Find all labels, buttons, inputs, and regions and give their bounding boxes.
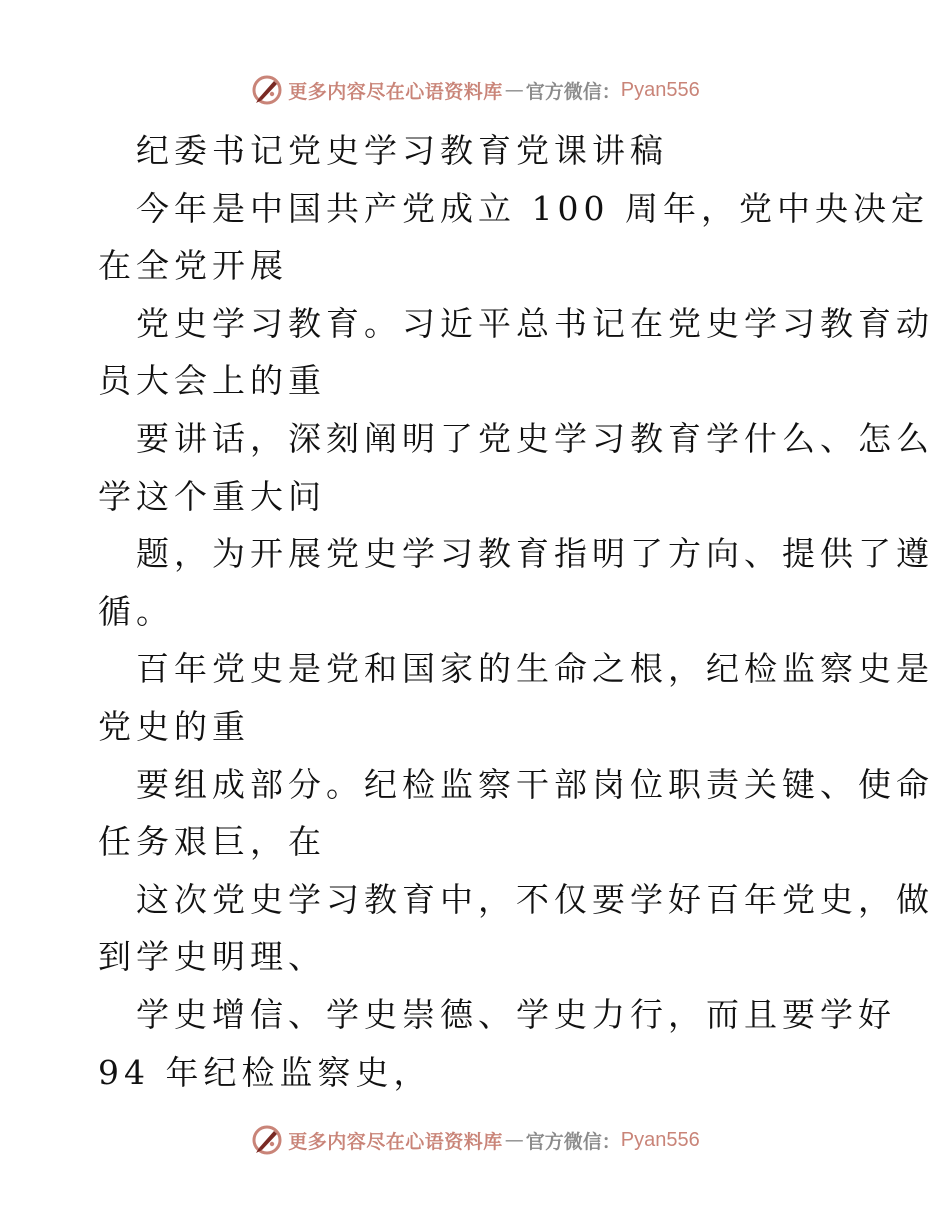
paragraph-line: 百年党史是党和国家的生命之根，纪检监察史是: [136, 649, 934, 689]
banner-wechat-label: 官方微信：: [525, 1130, 621, 1153]
paragraph-line: 学这个重大问: [98, 476, 326, 516]
paragraph-line: 党史学习教育。习近平总书记在党史学习教育动: [136, 303, 934, 343]
paragraph-line: 循。: [98, 591, 174, 631]
banner-text: [288, 77, 700, 104]
banner-text: [288, 1127, 700, 1154]
banner-main-text: 更多内容尽在心语资料库: [288, 80, 503, 103]
paragraph-line: 要组成部分。纪检监察干部岗位职责关键、使命: [136, 764, 934, 804]
banner-wechat-label: 官方微信：: [525, 80, 621, 103]
banner-wechat-id: Pyan556: [620, 1128, 700, 1151]
header-banner: [0, 70, 950, 110]
banner-main-text: 更多内容尽在心语资料库: [288, 1130, 503, 1153]
paragraph-line: 到学史明理、: [98, 937, 326, 977]
paragraph-line: 题，为开展党史学习教育指明了方向、提供了遵: [136, 534, 934, 574]
paragraph-line: 在全党开展: [98, 246, 288, 286]
paragraph-line: 今年是中国共产党成立 100 周年，党中央决定: [136, 188, 929, 228]
paragraph-line: 学史增信、学史崇德、学史力行，而且要学好: [136, 994, 896, 1034]
paragraph-line: 94 年纪检监察史，: [98, 1052, 432, 1092]
document-body: [98, 122, 934, 1101]
quill-pen-circle-icon: [250, 73, 284, 107]
banner-separator: —: [504, 79, 524, 101]
paragraph-line: 这次党史学习教育中，不仅要学好百年党史，做: [136, 879, 934, 919]
paragraph-line: 要讲话，深刻阐明了党史学习教育学什么、怎么: [136, 418, 934, 458]
paragraph-line: 任务艰巨，在: [98, 822, 326, 862]
paragraph-line: 党史的重: [98, 706, 250, 746]
banner-wechat-id: Pyan556: [620, 78, 700, 101]
paragraph-line: 员大会上的重: [98, 361, 326, 401]
banner-separator: —: [504, 1129, 524, 1151]
quill-pen-circle-icon: [250, 1123, 284, 1157]
footer-banner: [0, 1120, 950, 1160]
document-title: 纪委书记党史学习教育党课讲稿: [136, 131, 668, 170]
